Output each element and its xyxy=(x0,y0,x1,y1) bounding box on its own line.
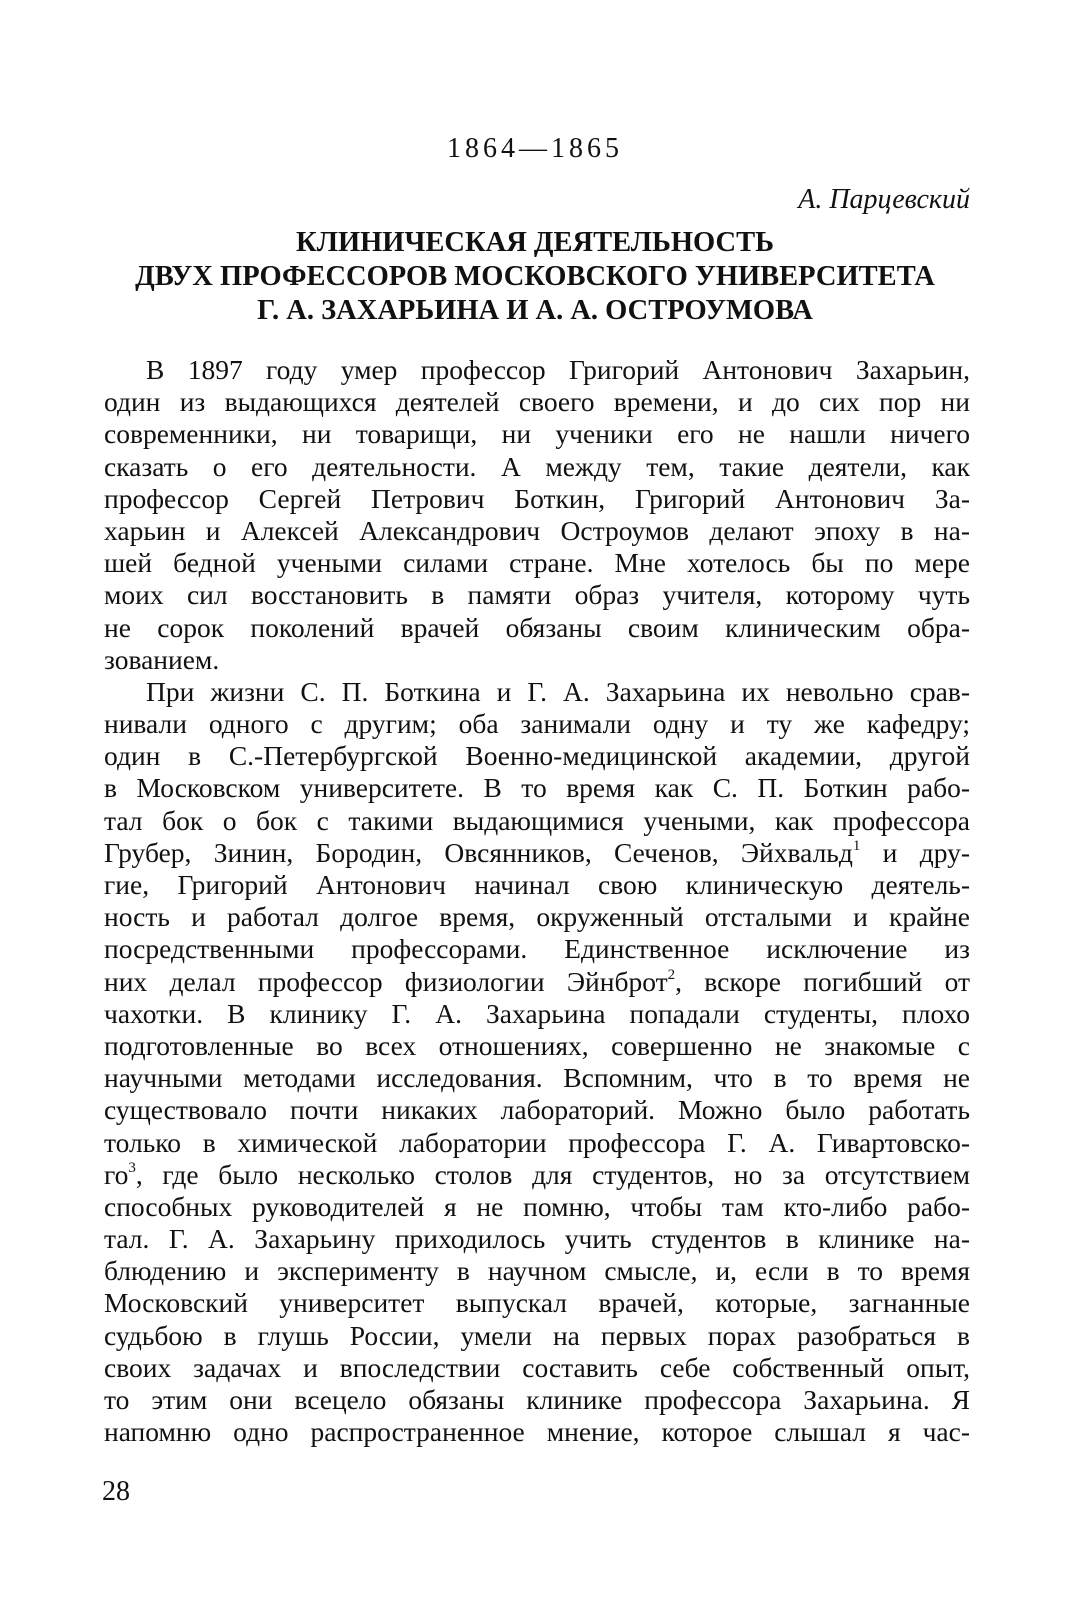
footnote-marker: 1 xyxy=(852,837,861,854)
text-line: тал бок о бок с такими выдающимися учеными, как профессора xyxy=(104,804,970,836)
text-line: харьин и Алексей Александрович Остроумов делают эпоху в на- xyxy=(104,514,970,546)
text-line: только в химической лаборатории профессора Г. А. Гивартовско- xyxy=(104,1126,970,1158)
text-line: При жизни С. П. Боткина и Г. А. Захарьина их невольно срав- xyxy=(146,675,970,707)
text-line: профессор Сергей Петрович Боткин, Григорий Антонович За- xyxy=(104,482,970,514)
text-line: В 1897 году умер профессор Григорий Антонович Захарьин, xyxy=(146,354,970,385)
title-line: ДВУХ ПРОФЕССОРОВ МОСКОВСКОГО УНИВЕРСИТЕТА xyxy=(135,261,935,292)
footnote-marker: 3 xyxy=(128,1159,136,1176)
text-line: то этим они всецело обязаны клинике профессора Захарьина. Я xyxy=(104,1384,970,1415)
text-line: в Московском университете. В то время как С. П. Боткин рабо- xyxy=(104,772,970,804)
text-line: способных руководителей я не помню, чтобы там кто-либо рабо- xyxy=(104,1190,970,1222)
chapter-years: 1864—1865 xyxy=(447,133,623,164)
page-number: 28 xyxy=(102,1476,130,1507)
text-line: моих сил восстановить в памяти образ учителя, которому чуть xyxy=(104,579,970,611)
text-line: тал. Г. А. Захарьину приходилось учить студентов в клинике на- xyxy=(104,1223,970,1255)
text-line: гие, Григорий Антонович начинал свою клиническую деятель- xyxy=(104,869,970,900)
text-line: чахотки. В клинику Г. А. Захарьина попадали студенты, плохо xyxy=(104,997,970,1029)
text-segment: , где было несколько столов для студентов, но за отсутствием xyxy=(135,1158,970,1190)
text-line: один из выдающихся деятелей своего времени, и до сих пор ни xyxy=(104,386,970,418)
text-line: один в С.-Петербургской Военно-медицинской академии, другой xyxy=(104,740,970,772)
text-line: существовало почти никаких лабораторий. Можно было работать xyxy=(104,1094,970,1126)
text-segment: и дру- xyxy=(860,836,970,868)
text-line xyxy=(104,837,970,869)
text-line: Московский университет выпускал врачей, которые, загнанные xyxy=(104,1287,970,1319)
text-segment: , вскоре погибший от xyxy=(675,965,971,997)
text-line: ность и работал долгое время, окруженный отсталыми и крайне xyxy=(104,901,970,933)
text-line: своих задачах и впоследствии составить себе собственный опыт, xyxy=(104,1351,970,1383)
text-line xyxy=(104,966,970,998)
article-author: А. Парцевский xyxy=(798,184,970,215)
text-segment: го xyxy=(104,1158,129,1190)
article-title xyxy=(80,226,990,328)
title-line: Г. А. ЗАХАРЬИНА И А. А. ОСТРОУМОВА xyxy=(257,295,813,326)
text-line: напомню одно распространенное мнение, которое слышал я час- xyxy=(104,1416,970,1448)
article-body xyxy=(104,354,970,1448)
text-line: зованием. xyxy=(104,643,220,675)
title-line: КЛИНИЧЕСКАЯ ДЕЯТЕЛЬНОСТЬ xyxy=(296,227,774,258)
text-line: посредственными профессорами. Единственное исключение из xyxy=(104,933,970,965)
text-line: судьбою в глушь России, умели на первых порах разобраться в xyxy=(104,1319,970,1351)
text-line: блюдению и эксперименту в научном смысле, и, если в то время xyxy=(104,1255,970,1287)
text-line xyxy=(104,1159,970,1191)
text-line: не сорок поколений врачей обязаны своим клиническим обра- xyxy=(104,611,970,643)
text-segment: них делал профессор физиологии Эйнброт xyxy=(104,965,668,997)
footnote-marker: 2 xyxy=(667,966,676,983)
text-line: современники, ни товарищи, ни ученики его не нашли ничего xyxy=(104,418,970,450)
text-segment: Грубер, Зинин, Бородин, Овсянников, Сеченов, Эйхвальд xyxy=(104,836,853,868)
text-line: нивали одного с другим; оба занимали одну и ту же кафедру; xyxy=(104,708,970,740)
text-line: шей бедной учеными силами стране. Мне хотелось бы по мере xyxy=(104,547,970,579)
text-line: сказать о его деятельности. А между тем, такие деятели, как xyxy=(104,450,970,482)
text-line: подготовленные во всех отношениях, совершенно не знакомые с xyxy=(104,1029,970,1061)
text-line: научными методами исследования. Вспомним, что в то время не xyxy=(104,1062,970,1094)
